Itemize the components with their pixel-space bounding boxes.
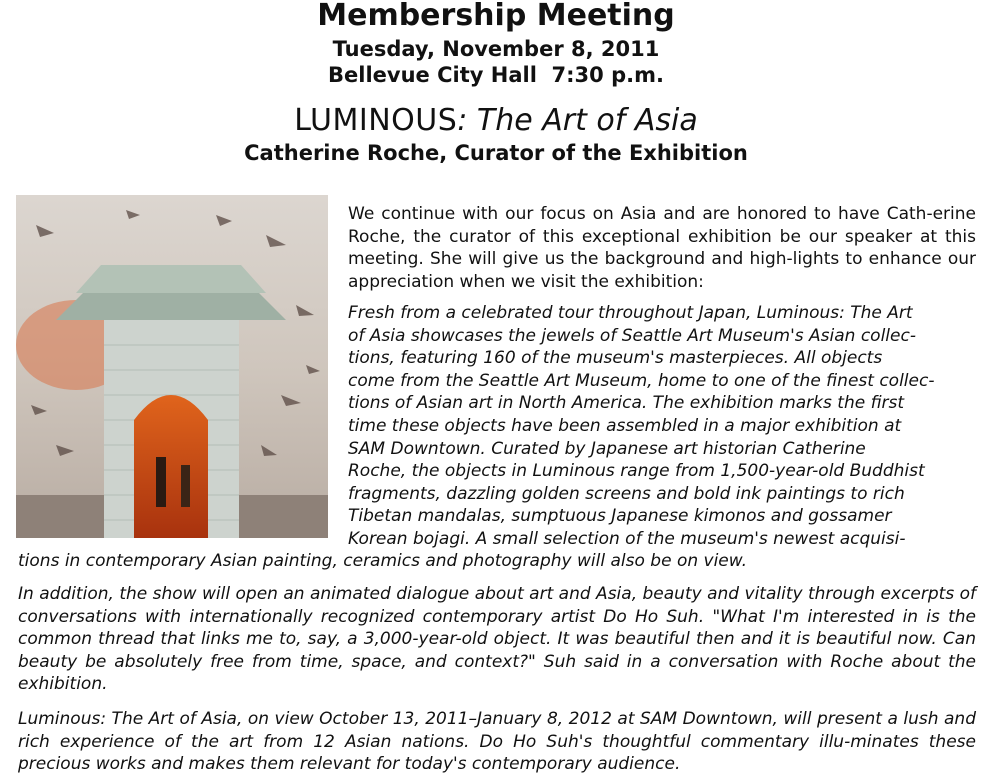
description-tail: tions in contemporary Asian painting, ceramics and photography will also be on view. — [18, 551, 747, 571]
description-line: tions of Asian art in North America. The exhibition marks the first — [348, 393, 905, 414]
closing-paragraph: Luminous: The Art of Asia, on view October 13, 2011–January 8, 2012 at SAM Downtown, will present a lush and rich experience of the art from 12 Asian nations. Do Ho Suh's thoughtful commentary illu-minates these precious works and makes them relevant for today's contemporary audience. — [18, 709, 976, 775]
description-line: Korean bojagi. A small selection of the museum's newest acquisi- — [348, 528, 906, 549]
description-line: time these objects have been assembled in a major exhibition at — [348, 415, 902, 436]
description-line: Roche, the objects in Luminous range from 1,500-year-old Buddhist — [348, 461, 925, 482]
speaker-line: Catherine Roche, Curator of the Exhibition — [244, 141, 748, 165]
exhibition-gate-photo — [16, 195, 328, 538]
meeting-location-time: Bellevue City Hall 7:30 p.m. — [328, 63, 664, 87]
description-line: come from the Seattle Art Museum, home to one of the finest collec- — [348, 370, 935, 391]
meeting-title: Membership Meeting — [317, 0, 675, 33]
description-line: fragments, dazzling golden screens and bold ink paintings to rich — [348, 483, 905, 504]
exhibition-description — [348, 302, 976, 551]
meeting-date: Tuesday, November 8, 2011 — [332, 37, 660, 61]
addition-paragraph: In addition, the show will open an animated dialogue about art and Asia, beauty and vitality through excerpts of conversations with internationally recognized contemporary artist Do Ho Suh. "What I'm interested in is the common thread that links me to, say, a 3,000-year-old object. It was beautiful then and it is beautiful now. Can beauty be absolutely free from time, space, and context?" Suh said in a conversation with Roche about the exhibition. — [18, 584, 976, 695]
description-line: Fresh from a celebrated tour throughout Japan, Luminous: The Art — [348, 303, 913, 323]
exhibition-subtitle: : The Art of Asia — [457, 103, 698, 138]
description-line: tions, featuring 160 of the museum's masterpieces. All objects — [348, 348, 883, 369]
intro-paragraph: We continue with our focus on Asia and are honored to have Cath-erine Roche, the curator of this exceptional exhibition be our speaker at this meeting. She will give us the background and high-lights to enhance our appreciation when we visit the exhibition: — [348, 204, 976, 292]
description-line: SAM Downtown. Curated by Japanese art historian Catherine — [348, 438, 866, 459]
description-line: Tibetan mandalas, sumptuous Japanese kimonos and gossamer — [348, 506, 892, 527]
exhibition-title — [0, 101, 992, 141]
description-line: of Asia showcases the jewels of Seattle Art Museum's Asian collec- — [348, 325, 916, 346]
exhibition-name: LUMINOUS — [294, 103, 458, 138]
